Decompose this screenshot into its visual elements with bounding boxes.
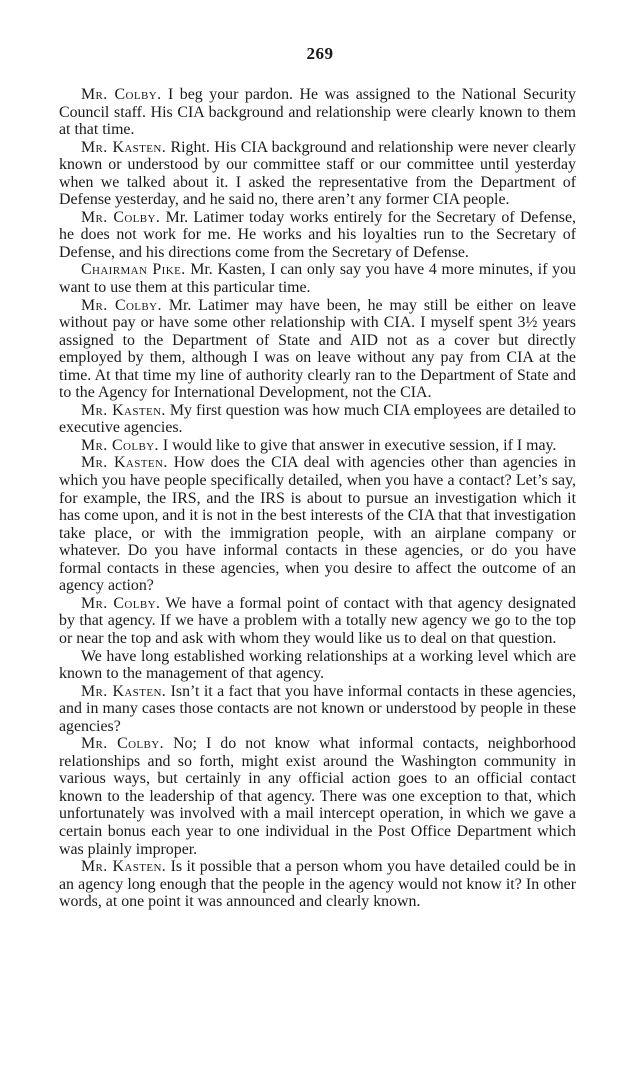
paragraph [59,261,576,296]
speaker-name: Mr. Colby. [81,208,161,226]
paragraph [59,402,576,437]
paragraph [59,209,576,262]
speaker-name: Mr. Kasten. [81,401,166,419]
paragraph [59,139,576,209]
speaker-name: Chairman Pike. [81,261,186,279]
paragraph-text: Isn’t it a fact that you have informal contacts in these agencies, and in many cases those contacts are not known or understood by people in these agencies? [59,682,576,735]
speaker-name: Mr. Kasten. [81,454,168,472]
paragraph [59,297,576,402]
paragraph-text: We have long established working relationships at a working level which are known to the management of that agency. [59,647,576,683]
speaker-name: Mr. Kasten. [81,138,167,156]
speaker-name: Mr. Colby. [81,735,165,753]
page-number: 269 [306,44,334,63]
paragraph-text: Mr. Kasten, I can only say you have 4 more minutes, if you want to use them at this particular time. [59,261,577,297]
paragraph [59,735,576,858]
paragraph [59,454,576,594]
speaker-name: Mr. Kasten. [81,682,167,700]
paragraph-text: Is it possible that a person whom you have detailed could be in an agency long enough that the people in the agency would not know it? In other words, at one point it was announced and clearly known. [59,858,576,911]
transcript-body [59,86,576,911]
paragraph [59,595,576,648]
paragraph-text: My first question was how much CIA employees are detailed to executive agencies. [59,401,576,437]
speaker-name: Mr. Kasten. [81,858,167,876]
paragraph-text: I beg your pardon. He was assigned to the National Security Council staff. His CIA background and relationship were clearly known to them at that time. [59,86,576,139]
speaker-name: Mr. Colby. [81,436,159,454]
paragraph-text: I would like to give that answer in executive session, if I may. [162,436,557,454]
paragraph [59,437,576,455]
paragraph-text: No; I do not know what informal contacts, neighborhood relationships and so forth, might exist around the Washington community in various ways, but certainly in any official action goes to an official contact known to the leadership of that agency. There was one exception to that, which unfortunately was involved with a mail intercept operation, in which we gave a certain bonus each year to one individual in the Post Office Department which was plainly improper. [59,735,577,858]
paragraph-text: We have a formal point of contact with that agency designated by that agency. If we have a problem with a totally new agency we go to the top or near the top and ask with whom they would like us to deal on that question. [59,594,576,647]
speaker-name: Mr. Colby. [81,594,161,612]
paragraph-text: Mr. Latimer today works entirely for the Secretary of Defense, he does not work for me. He works and his loyalties run to the Secretary of Defense, and his directions come from the Secretary of Defense. [59,208,576,261]
paragraph [59,86,576,139]
paragraph [59,858,576,911]
paragraph [59,648,576,683]
paragraph [59,683,576,736]
paragraph-text: How does the CIA deal with agencies other than agencies in which you have people specifically detailed, when you have a contact? Let’s say, for example, the IRS, and the IRS is about to pursue an investigation which it has come upon, and it is not in the best interests of the CIA that that investigation take place, or with the immigration people, with an airplane company or whatever. Do you have informal contacts in these agencies, or do you have formal contacts in these agencies, when you desire to affect the outcome of an agency action? [59,454,576,595]
paragraph-text: Right. His CIA background and relationship were never clearly known or understood by our committee staff or our committee until yesterday when we talked about it. I asked the representative from the Department of Defense yesterday, and he said no, there aren’t any former CIA people. [59,138,576,209]
paragraph-text: Mr. Latimer may have been, he may still be either on leave without pay or have some other relationship with CIA. I myself spent 3½ years assigned to the Department of State and AID not as a cover but directly employed by them, although I was on leave without any pay from CIA at the time. At that time my line of authority clearly ran to the Department of State and to the Agency for International Development, not the CIA. [59,296,576,402]
speaker-name: Mr. Colby. [81,86,162,103]
speaker-name: Mr. Colby. [81,296,162,314]
